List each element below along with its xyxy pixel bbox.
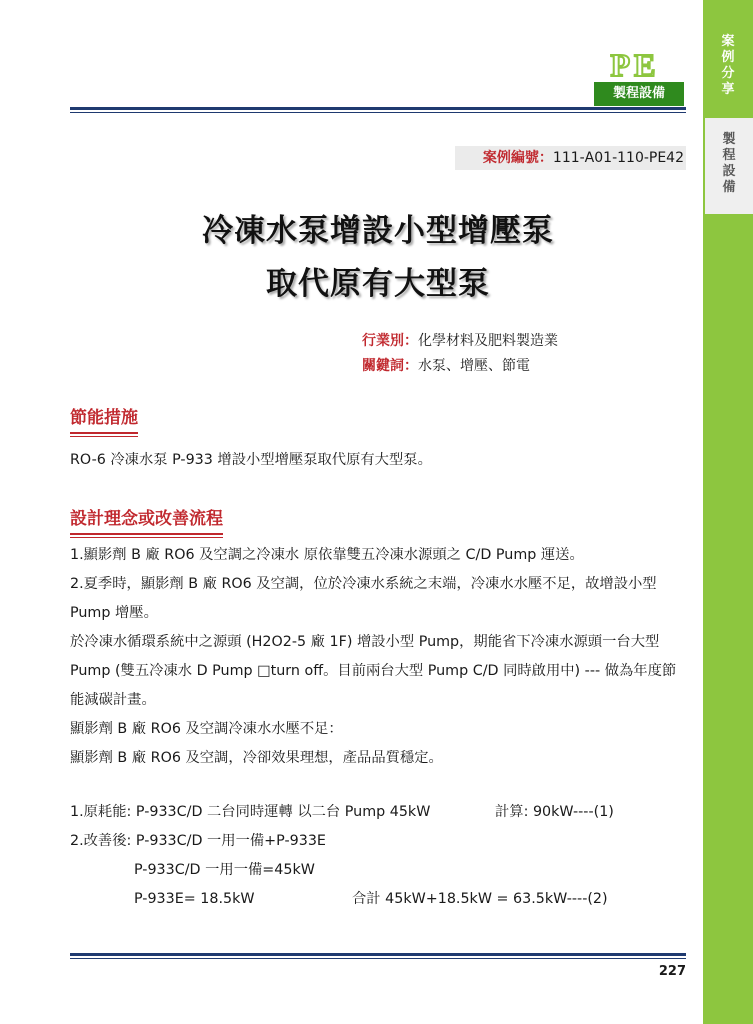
calc-e-usage: P-933E= 18.5kW <box>134 891 255 907</box>
case-number-value: 111-A01-110-PE42 <box>552 150 684 166</box>
design-text <box>70 541 688 773</box>
section-heading-measures: 節能措施 <box>70 403 138 431</box>
header-rule <box>70 107 686 110</box>
tab-process-equipment[interactable] <box>705 118 753 214</box>
calculation-block <box>70 798 688 914</box>
industry-row <box>362 331 558 351</box>
tab-case-sharing[interactable] <box>703 0 753 118</box>
industry-label: 行業別： <box>362 333 418 349</box>
measure-text <box>70 446 688 475</box>
footer-rule <box>70 953 686 956</box>
industry-value: 化學材料及肥料製造業 <box>418 333 558 349</box>
case-number-label: 案例編號： <box>482 150 553 166</box>
pe-logo <box>594 50 676 80</box>
page-number: 227 <box>658 964 686 979</box>
calc-cd-usage: P-933C/D 一用一備=45kW <box>134 862 315 878</box>
tab-char: 設 <box>722 164 736 179</box>
keywords-value: 水泵、增壓、節電 <box>418 358 530 374</box>
tab-char: 製 <box>722 132 736 147</box>
category-tag: 製程設備 <box>594 82 684 106</box>
footer-rule-thin <box>70 958 686 959</box>
design-line: 顯影劑 B 廠 RO6 及空調，冷卻效果理想，產品品質穩定。 <box>70 750 443 766</box>
calc-row <box>70 798 688 827</box>
calc-row <box>70 856 688 885</box>
calc-improved-config: 2.改善後: P-933C/D 一用一備+P-933E <box>70 833 326 849</box>
section-heading-design: 設計理念或改善流程 <box>70 504 223 532</box>
design-line: 1.顯影劑 B 廠 RO6 及空調之冷凍水 原依靠雙五冷凍水源頭之 C/D Pump 運送。 <box>70 547 584 563</box>
header-rule-thin <box>70 112 686 113</box>
design-line: 於冷凍水循環系統中之源頭 (H2O2-5 廠 1F) 增設小型 Pump，期能省下冷凍水源頭一台大型 Pump (雙五冷凍水 D Pump □turn off。目前兩台大型 Pump C/D 同時啟用中) --- 做為年度節能減碳計畫。 <box>70 634 677 708</box>
side-tab-bar <box>703 0 753 1024</box>
measure-paragraph: RO-6 冷凍水泵 P-933 增設小型增壓泵取代原有大型泵。 <box>70 452 432 468</box>
page-title-line1: 冷凍水泵增設小型增壓泵 <box>202 213 554 249</box>
design-line: 顯影劑 B 廠 RO6 及空調冷凍水水壓不足： <box>70 721 343 737</box>
tab-char: 享 <box>721 82 735 97</box>
calc-original-total: 計算: 90kW----(1) <box>495 804 614 820</box>
calc-row <box>70 827 688 856</box>
page-title-line2: 取代原有大型泵 <box>266 266 490 302</box>
tab-char: 程 <box>722 148 736 163</box>
pe-logo-text: PE <box>610 50 660 80</box>
tab-char: 備 <box>722 180 736 195</box>
calc-original-usage: 1.原耗能: P-933C/D 二台同時運轉 以二台 Pump 45kW <box>70 804 431 820</box>
keywords-row <box>362 356 530 376</box>
calc-row <box>70 885 688 914</box>
tab-char: 例 <box>721 50 735 65</box>
tab-char: 案 <box>721 34 735 49</box>
design-line: 2.夏季時，顯影劑 B 廠 RO6 及空調，位於冷凍水系統之末端，冷凍水水壓不足，故增設小型 Pump 增壓。 <box>70 576 657 621</box>
keywords-label: 關鍵詞： <box>362 358 418 374</box>
tab-char: 分 <box>721 66 735 81</box>
case-number-box <box>455 146 686 170</box>
calc-improved-total: 合計 45kW+18.5kW = 63.5kW----(2) <box>352 891 608 907</box>
